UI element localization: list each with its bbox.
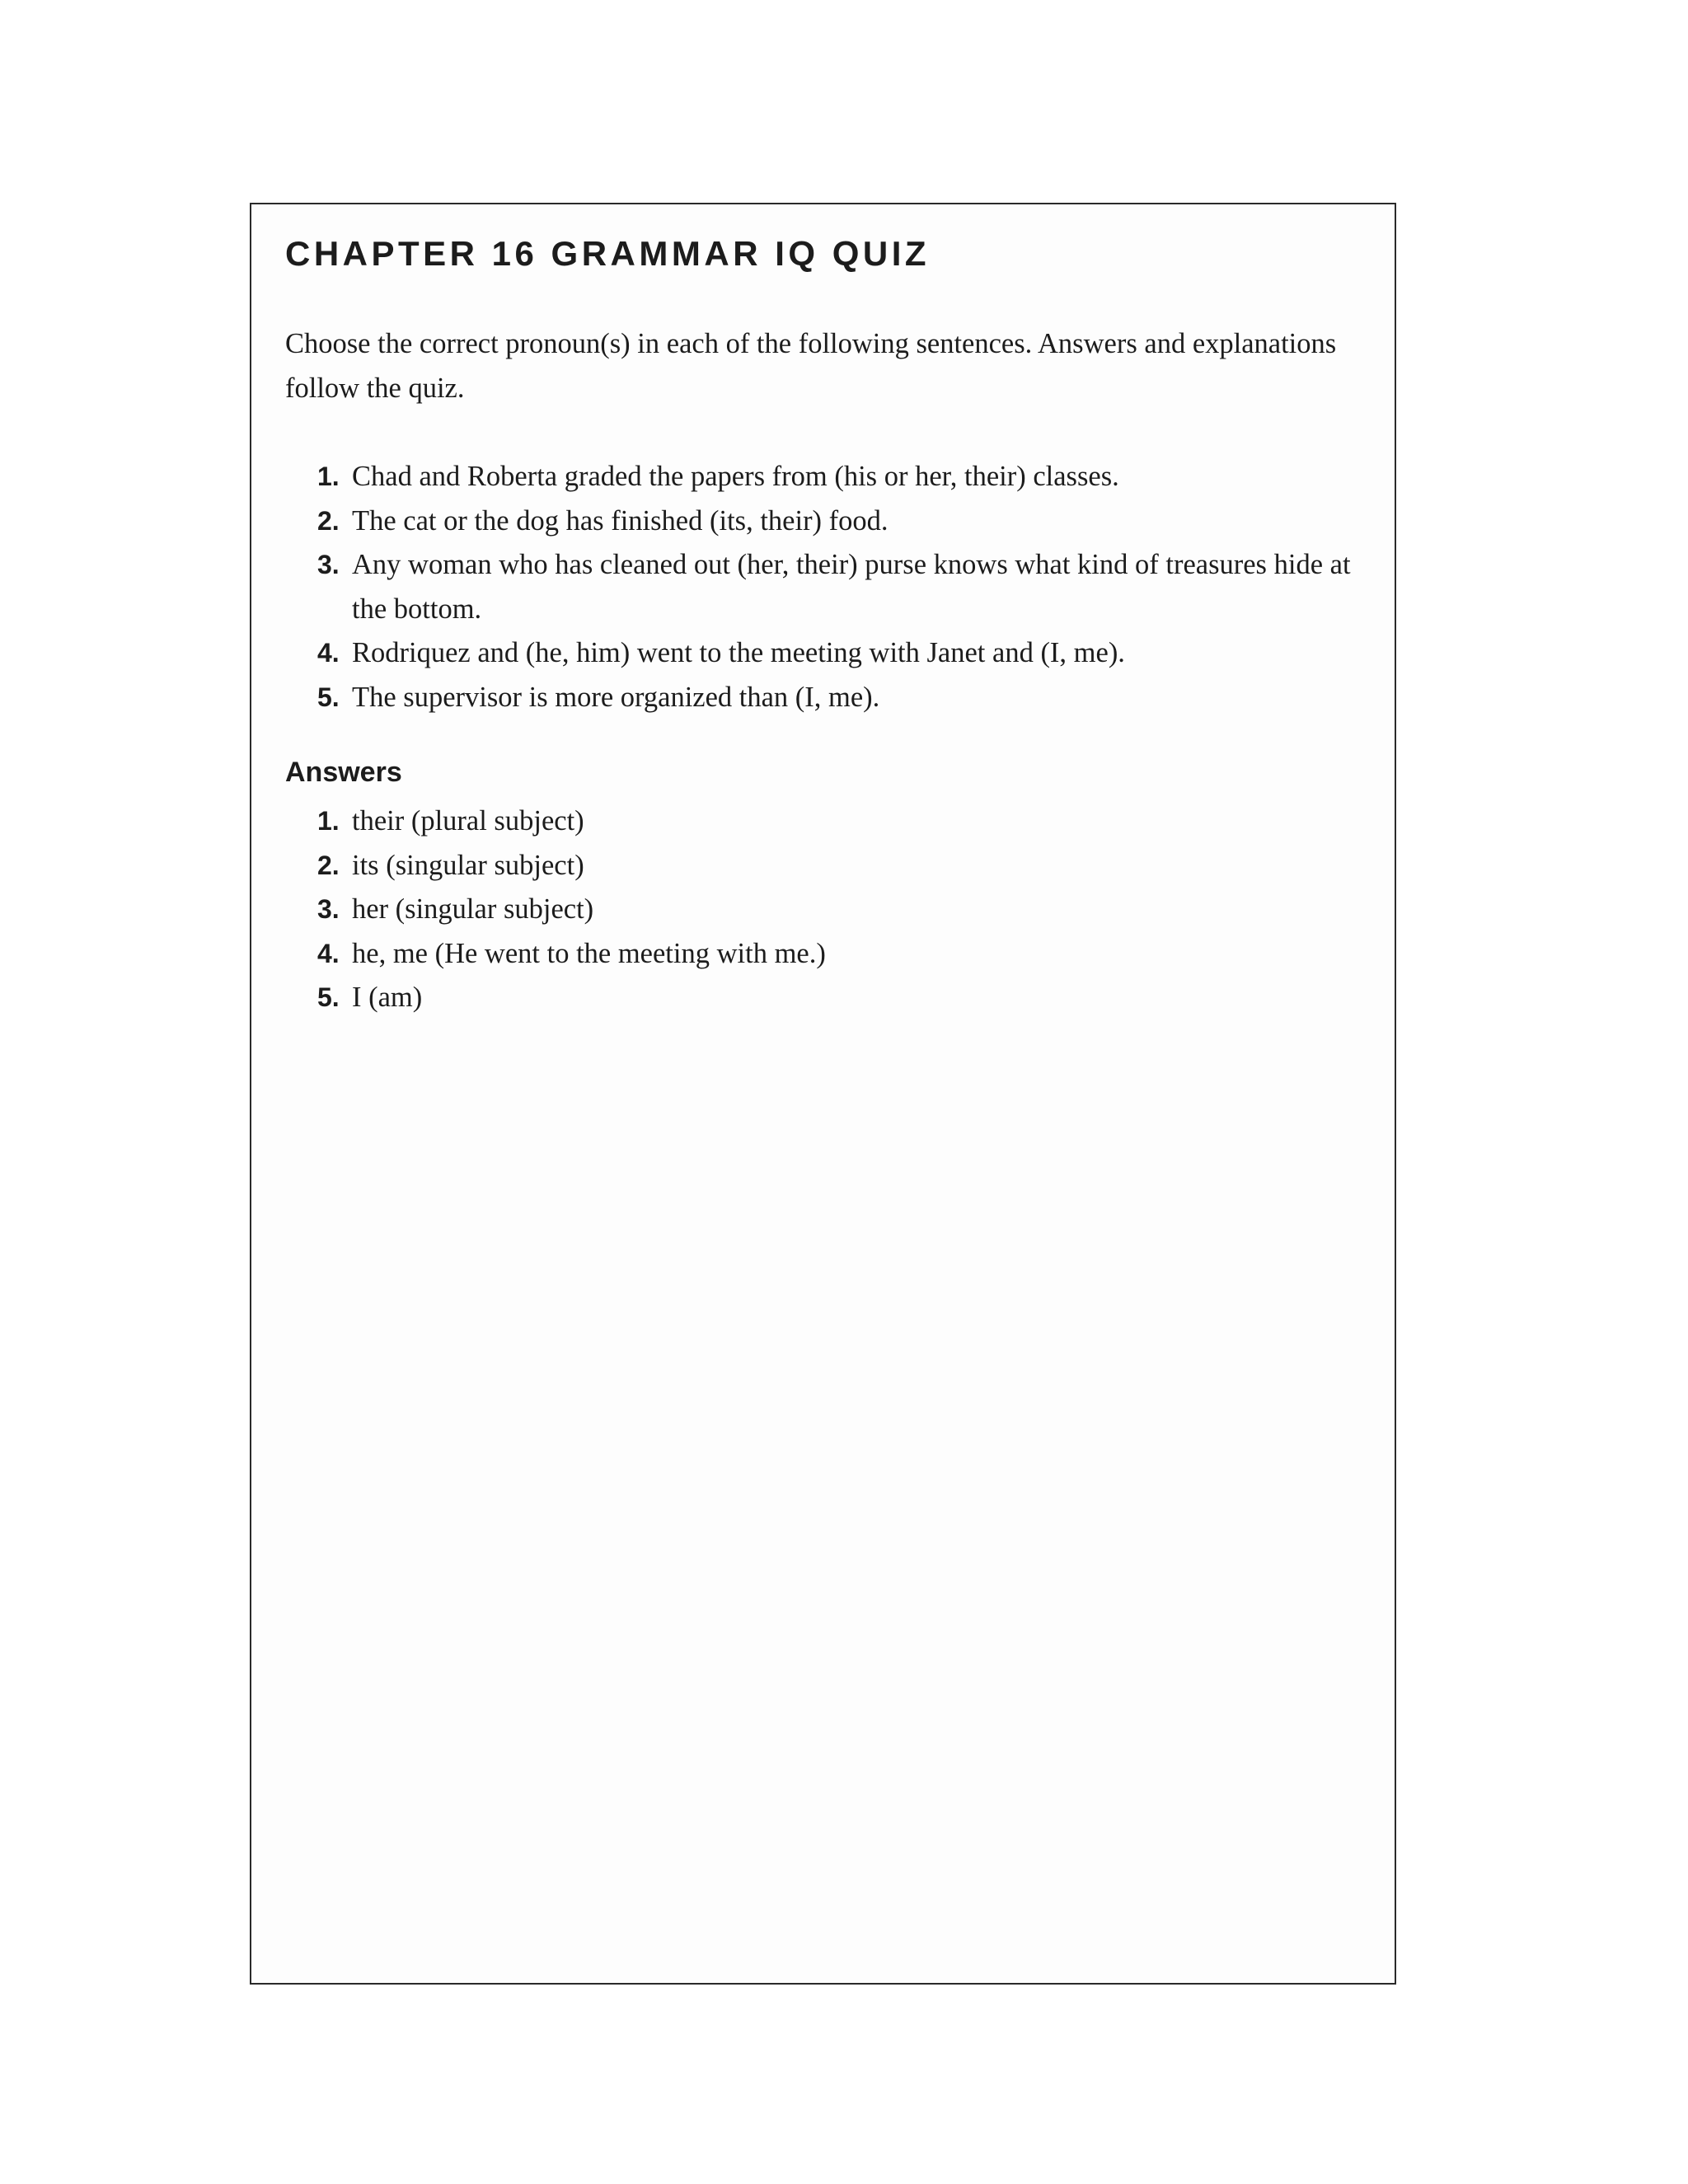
answer-number: 1. (317, 806, 340, 836)
answer-number: 4. (317, 938, 340, 968)
answer-text: its (singular subject) (352, 849, 584, 881)
answer-text: her (singular subject) (352, 893, 594, 925)
question-text: The cat or the dog has finished (its, their) food. (352, 504, 889, 537)
question-number: 5. (317, 682, 340, 712)
question-text: Rodriquez and (he, him) went to the meeting with Janet and (I, me). (352, 637, 1125, 668)
answer-number: 5. (317, 982, 340, 1012)
question-text: Any woman who has cleaned out (her, their) purse knows what kind of treasures hide at the bottom. (352, 549, 1351, 625)
question-item (251, 543, 1381, 631)
question-item (251, 676, 1381, 720)
question-number: 2. (317, 505, 340, 536)
question-list (251, 455, 1381, 719)
quiz-box (250, 203, 1396, 1985)
question-item (251, 455, 1381, 499)
question-number: 3. (317, 550, 340, 579)
question-number: 4. (317, 638, 340, 668)
answer-number: 3. (317, 894, 340, 924)
question-text: The supervisor is more organized than (I, me). (352, 681, 880, 713)
answer-item (251, 844, 1381, 888)
answers-heading: Answers (285, 757, 402, 788)
answer-text: I (am) (352, 982, 423, 1013)
quiz-instructions: Choose the correct pronoun(s) in each of the following sentences. Answers and explanations follow the quiz. (285, 328, 1337, 404)
question-text: Chad and Roberta graded the papers from (his or her, their) classes. (352, 461, 1119, 492)
answer-item (251, 799, 1381, 844)
answer-text: he, me (He went to the meeting with me.) (352, 937, 826, 969)
quiz-title: CHAPTER 16 GRAMMAR IQ QUIZ (285, 234, 931, 273)
answer-list (251, 799, 1381, 1020)
question-item (251, 631, 1381, 676)
answer-item (251, 976, 1381, 1020)
answer-item (251, 932, 1381, 977)
answer-number: 2. (317, 850, 340, 880)
answer-item (251, 888, 1381, 932)
question-item (251, 499, 1381, 544)
answer-text: their (plural subject) (352, 805, 584, 837)
question-number: 1. (317, 462, 340, 491)
